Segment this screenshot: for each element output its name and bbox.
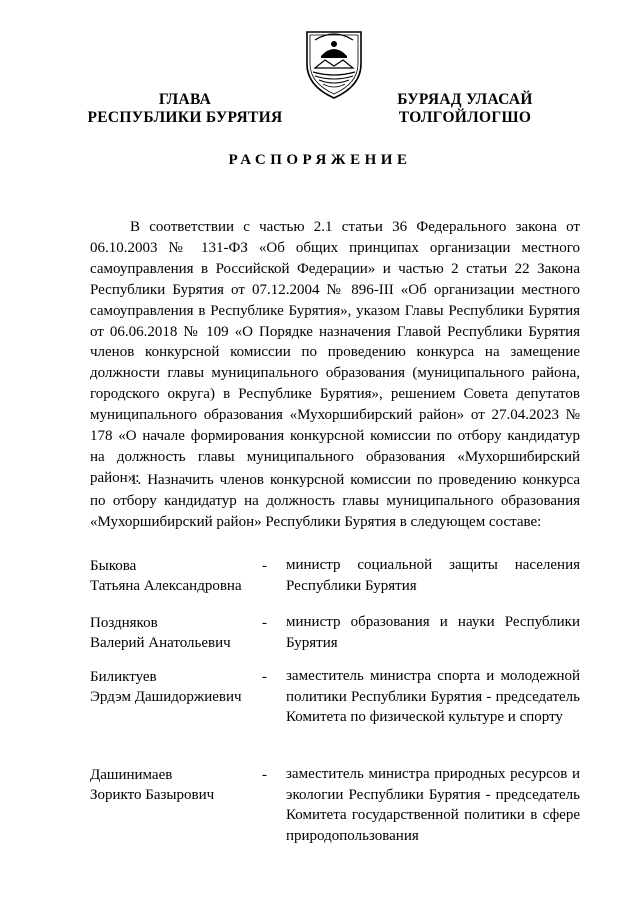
member-surname: Поздняков (90, 615, 158, 631)
member-name (90, 765, 260, 805)
member-given-names: Валерий Анатольевич (90, 635, 231, 651)
member-dash: - (262, 669, 267, 685)
preamble-paragraph: В соответствии с частью 2.1 статьи 36 Федерального закона от 06.10.2003 № 131-ФЗ «Об общих принципах организации местного самоуправления в Российской Федерации» и частью 2 статьи 22 Закона Республики Бурятия от 07.12.2004 № 896-III «Об организации местного самоуправления в Республике Бурятия», указом Главы Республики Бурятия от 06.06.2018 № 109 «О Порядке назначения Главой Республики Бурятия членов конкурсной комиссии по проведению конкурса на замещение должности главы муниципального образования (муниципального района, городского округа) в Республике Бурятия», решением Совета депутатов муниципального образования «Мухоршибирский район» от 27.04.2023 № 178 «О начале формирования конкурсной комиссии по отбору кандидатур на должность главы муниципального образования «Мухоршибирский район»: (90, 219, 580, 486)
member-dash: - (262, 558, 267, 574)
member-dash: - (262, 615, 267, 631)
member-name (90, 556, 260, 596)
member-given-names: Зорикто Базырович (90, 787, 215, 803)
decision-paragraph: 1. Назначить членов конкурсной комиссии по проведению конкурса по отбору кандидатур на должность главы муниципального образования «Мухоршибирский район» Республики Бурятия в следующем составе: (90, 472, 580, 530)
header-left (80, 91, 290, 127)
member-given-names: Эрдэм Дашидоржиевич (90, 689, 242, 705)
header-right (370, 91, 560, 127)
header-left-line2: РЕСПУБЛИКИ БУРЯТИЯ (87, 109, 283, 126)
member-role: заместитель министра спорта и молодежной политики Республики Бурятия - председатель Комитета по физической культуре и спорту (286, 668, 580, 725)
header-right-line1: БУРЯАД УЛАСАЙ (397, 91, 533, 108)
document-title: РАСПОРЯЖЕНИЕ (228, 152, 412, 168)
member-dash: - (262, 767, 267, 783)
member-surname: Дашинимаев (90, 767, 173, 783)
member-role: заместитель министра природных ресурсов и экологии Республики Бурятия - председатель Комитета государственной политики в сфере природопользования (286, 766, 580, 844)
header-right-line2: ТОЛГОЙЛОГШО (398, 109, 532, 126)
member-given-names: Татьяна Александровна (90, 578, 242, 594)
member-surname: Быкова (90, 558, 137, 574)
member-name (90, 667, 260, 707)
member-name (90, 613, 260, 653)
member-role: министр социальной защиты населения Республики Бурятия (286, 557, 580, 594)
coat-of-arms-emblem (303, 20, 365, 100)
header-left-line1: ГЛАВА (158, 91, 212, 108)
member-surname: Биликтуев (90, 669, 157, 685)
member-role: министр образования и науки Республики Бурятия (286, 614, 580, 651)
